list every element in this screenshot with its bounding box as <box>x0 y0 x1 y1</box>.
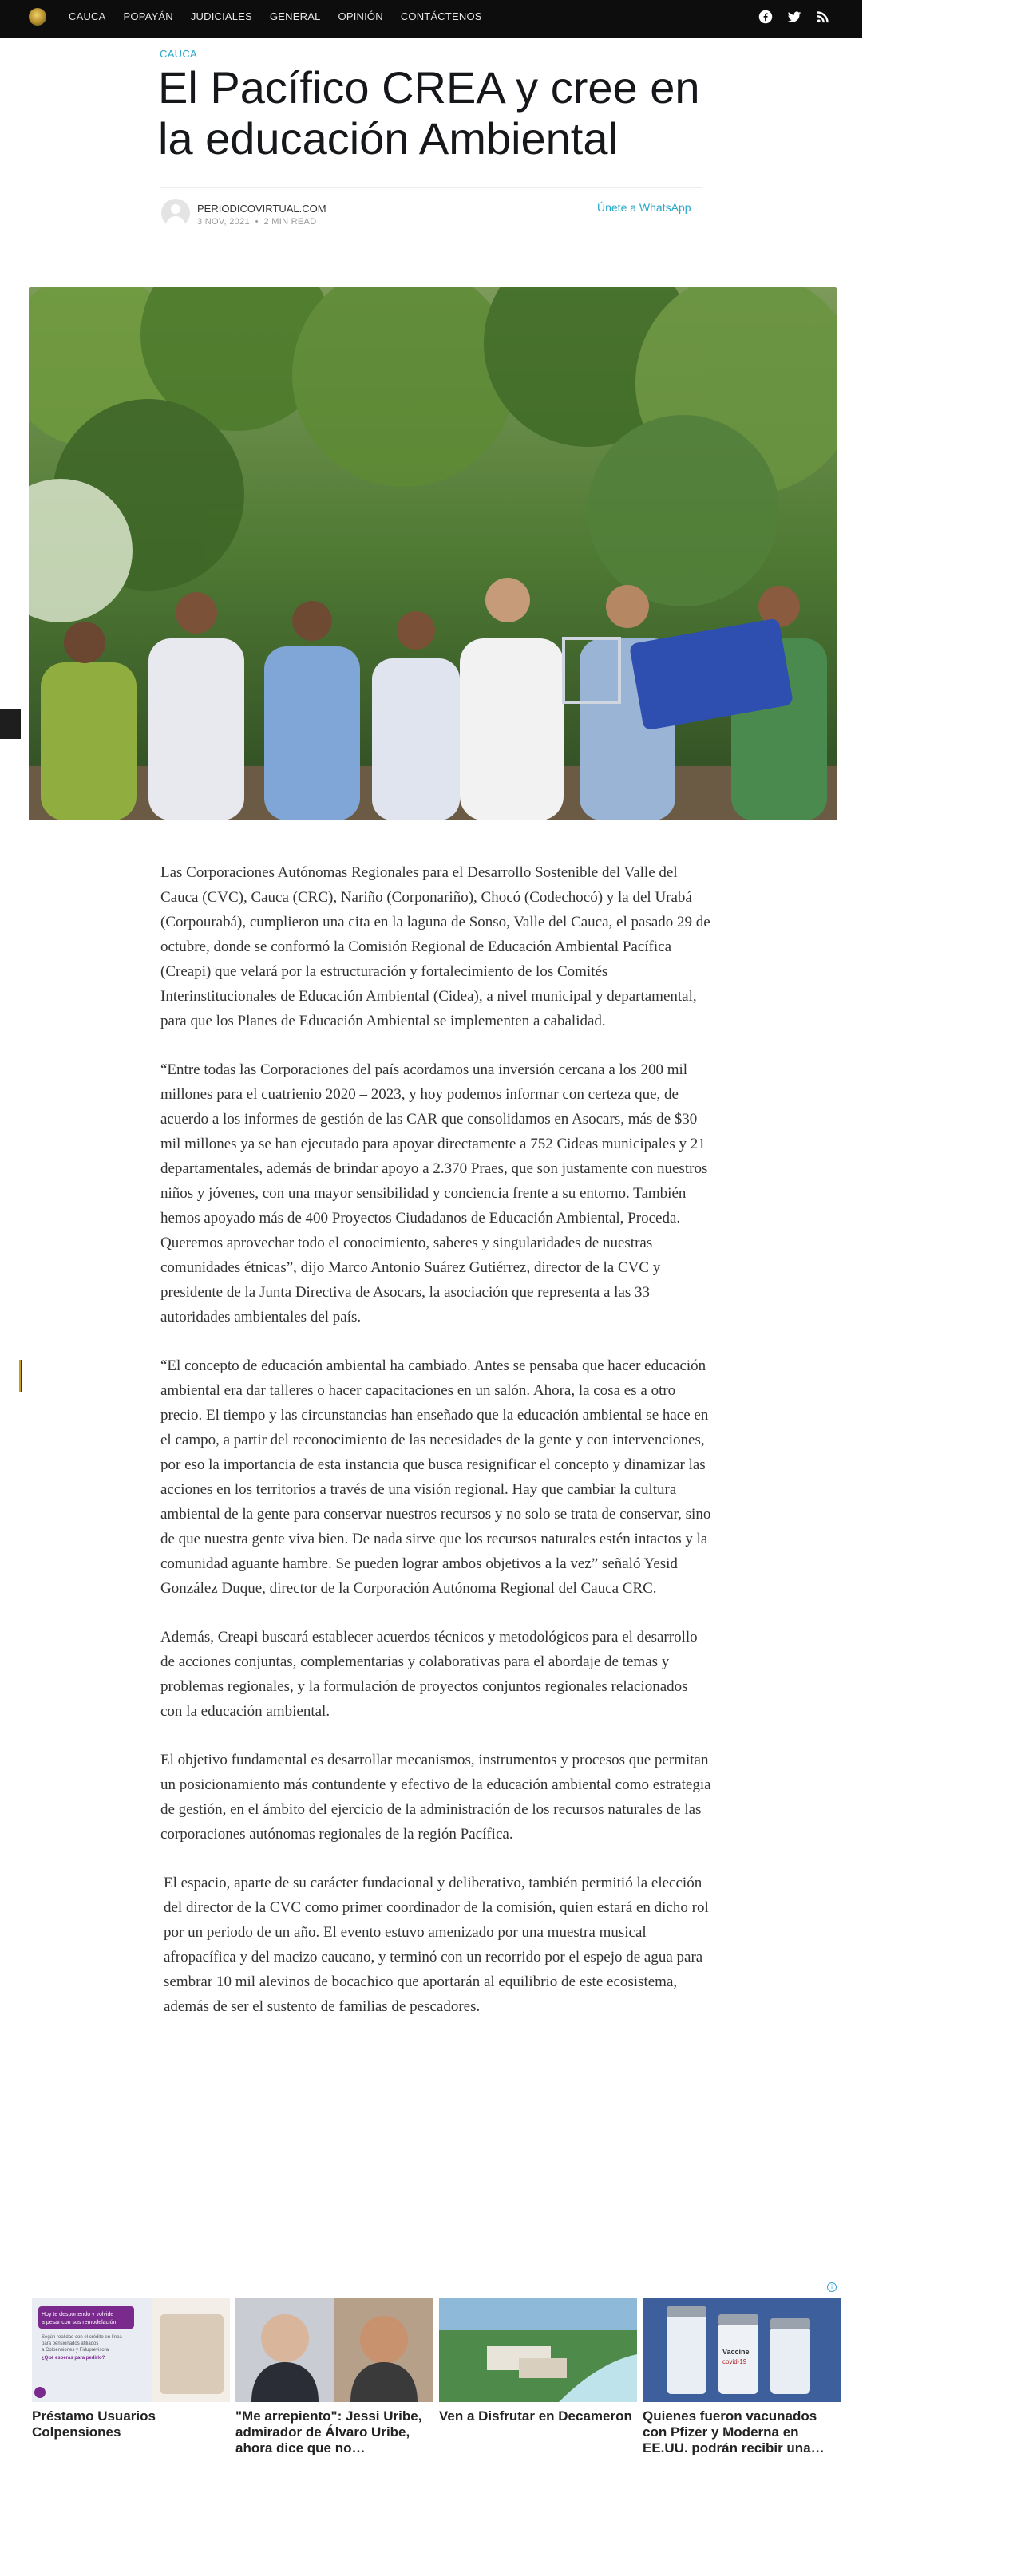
ad-title[interactable]: "Me arrepiento": Jessi Uribe, admirador de Álvaro Uribe, ahora dice que no… <box>235 2408 422 2455</box>
meta-separator: • <box>252 217 262 227</box>
ad-image-line: a pesar con sus remodelación <box>42 2320 117 2325</box>
ad-image[interactable] <box>32 2298 230 2402</box>
author-name[interactable]: PERIODICOVIRTUAL.COM <box>197 203 326 215</box>
nav-item-general[interactable]: GENERAL <box>269 10 321 22</box>
article-meta <box>197 217 316 227</box>
facebook-icon[interactable] <box>758 10 773 24</box>
nav-item-popayan[interactable]: POPAYÁN <box>123 10 173 22</box>
ad-title[interactable]: Préstamo Usuarios Colpensiones <box>32 2408 156 2440</box>
article-paragraph: “Entre todas las Corporaciones del país acordamos una inversión cercana a los 200 mil millones para el cuatrienio 2020 – 2023, y hoy podemos informar con certeza que, de acuerdo a los informes de gestión de las CAR que consolidamos en Asocars, más de $30 mil millones ya se han ejecutado para apoyar directamente a 752 Cideas municipales y 21 departamentales, además de brindar apoyo a 2.370 Praes, que son justamente con nuestros niños y jóvenes, con una mayor sensibilidad y conciencia frente a su entorno. También hemos apoyado más de 400 Proyectos Ciudadanos de Educación Ambiental, Proceda. Queremos aprovechar todo el conocimiento, saberes y singularidades de nuestras comunidades étnicas”, dijo Marco Antonio Suárez Gutiérrez, director de la CVC y presidente de la Junta Directiva de Asocars, la asociación que representa a las 33 autoridades ambientales del país. <box>160 1061 708 1326</box>
sponsored-ads <box>32 2298 837 2456</box>
ad-image-line: a Colpensiones y Fiduprevisora <box>42 2348 109 2353</box>
article-title: El Pacífico CREA y cree en la educación Ambiental <box>158 62 700 164</box>
article-paragraph: “El concepto de educación ambiental ha cambiado. Antes se pensaba que hacer educación ambiental era dar talleres o hacer capacitaciones en un salón. Ahora, la cosa es a otro precio. El tiempo y las circunstancias han enseñado que la educación ambiental se hace en el campo, a partir del reconocimiento de las necesidades de la gente y con intervenciones, por eso la importancia de esta instancia que busca resignificar el concepto y dinamizar las acciones en los territorios a través de una visión regional. Hay que cambiar la cultura ambiental de la gente para conservar nuestros recursos y no solo se trata de conservar, sino de que nuestra gente viva bien. De nada sirve que los recursos naturales estén intactos y la comunidad aguante hambre. Se pueden lograr ambos objetivos a la vez” señaló Yesid González Duque, director de la Corporación Autónoma Regional del Cauca CRC. <box>160 1357 711 1597</box>
social-links <box>758 10 830 24</box>
article-paragraph: Las Corporaciones Autónomas Regionales para el Desarrollo Sostenible del Valle del Cauca (CVC), Cauca (CRC), Nariño (Corponariño), Chocó (Codechocó) y la del Urabá (Corpourabá), cumplieron una cita en la laguna de Sonso, Valle del Cauca, el pasado 29 de octubre, donde se conformó la Comisión Regional de Educación Ambiental Pacífica (Creapi) que velará por la estructuración y fortalecimiento de los Comités Interinstitucionales de Educación Ambiental (Cidea), a nivel municipal y departamental, para que los Planes de Educación Ambiental se implementen a cabalidad. <box>160 864 710 1029</box>
nav-item-contactenos[interactable]: CONTÁCTENOS <box>400 10 482 22</box>
article-paragraph: El espacio, aparte de su carácter fundacional y deliberativo, también permitió la elección del director de la CVC como primer coordinador de la comisión, quien estará en dicho rol por un periodo de un año. El evento estuvo amenizado por una muestra musical afropacífica y del macizo caucano, y terminó con un recorrido por el espejo de agua para sembrar 10 mil alevinos de bocachico que aportarán al equilibrio de este ecosistema, además de ser el sustento de familias de pescadores. <box>164 1875 709 2015</box>
article-paragraph: Además, Creapi buscará establecer acuerdos técnicos y metodológicos para el desarrollo de acciones conjuntas, complementarias y colaborativas para el abordaje de temas y problemas regionales, y la formulación de proyectos conjuntos regionales relacionados con la educación ambiental. <box>160 1629 698 1720</box>
nav-item-opinion[interactable]: OPINIÓN <box>338 10 383 22</box>
ad-title[interactable]: Quienes fueron vacunados con Pfizer y Moderna en EE.UU. podrán recibir una… <box>643 2408 825 2455</box>
ad-image-line: Según realidad con el crédito en línea <box>42 2335 122 2340</box>
publish-date: 3 NOV, 2021 <box>197 217 250 227</box>
ad-title[interactable]: Ven a Disfrutar en Decameron <box>439 2408 632 2424</box>
header-divider <box>160 187 702 188</box>
site-logo[interactable] <box>29 8 46 26</box>
main-nav <box>69 10 482 22</box>
ad-image-line: Hoy te desportendo y volvide <box>42 2312 114 2317</box>
ad-image-line: ¿Qué esperas para pedirlo? <box>42 2356 105 2361</box>
article-body <box>160 860 711 2043</box>
adchoices-icon[interactable]: i <box>827 2282 837 2292</box>
twitter-icon[interactable] <box>787 10 801 24</box>
ad-card[interactable] <box>439 2298 637 2456</box>
read-time: 2 MIN READ <box>263 217 317 227</box>
author-avatar[interactable] <box>161 199 190 227</box>
article-category-tag[interactable]: CAUCA <box>160 48 198 60</box>
side-floating-tab[interactable] <box>0 709 21 739</box>
ad-image[interactable] <box>439 2298 637 2402</box>
article-paragraph: El objetivo fundamental es desarrollar mecanismos, instrumentos y procesos que permitan un posicionamiento más contundente y efectivo de la educación ambiental como estrategia de gestión, en el ámbito del ejercicio de la administración de los recursos naturales de las corporaciones autónomas regionales de la región Pacífica. <box>160 1752 711 1843</box>
nav-item-judiciales[interactable]: JUDICIALES <box>190 10 252 22</box>
ad-image[interactable] <box>643 2298 841 2402</box>
side-marker <box>19 1360 22 1392</box>
whatsapp-join-link[interactable]: Únete a WhatsApp <box>597 201 691 214</box>
ad-card[interactable] <box>643 2298 841 2456</box>
ad-card[interactable] <box>235 2298 433 2456</box>
ad-image-line: covid-19 <box>722 2358 747 2365</box>
nav-item-cauca[interactable]: CAUCA <box>69 10 106 22</box>
ad-image[interactable] <box>235 2298 433 2402</box>
ad-image-line: para pensionados afiliados <box>42 2341 99 2346</box>
top-nav-bar <box>0 0 862 38</box>
hero-image <box>29 287 837 820</box>
ad-card[interactable] <box>32 2298 230 2456</box>
ad-image-line: Vaccine <box>722 2348 750 2356</box>
rss-icon[interactable] <box>816 10 830 24</box>
